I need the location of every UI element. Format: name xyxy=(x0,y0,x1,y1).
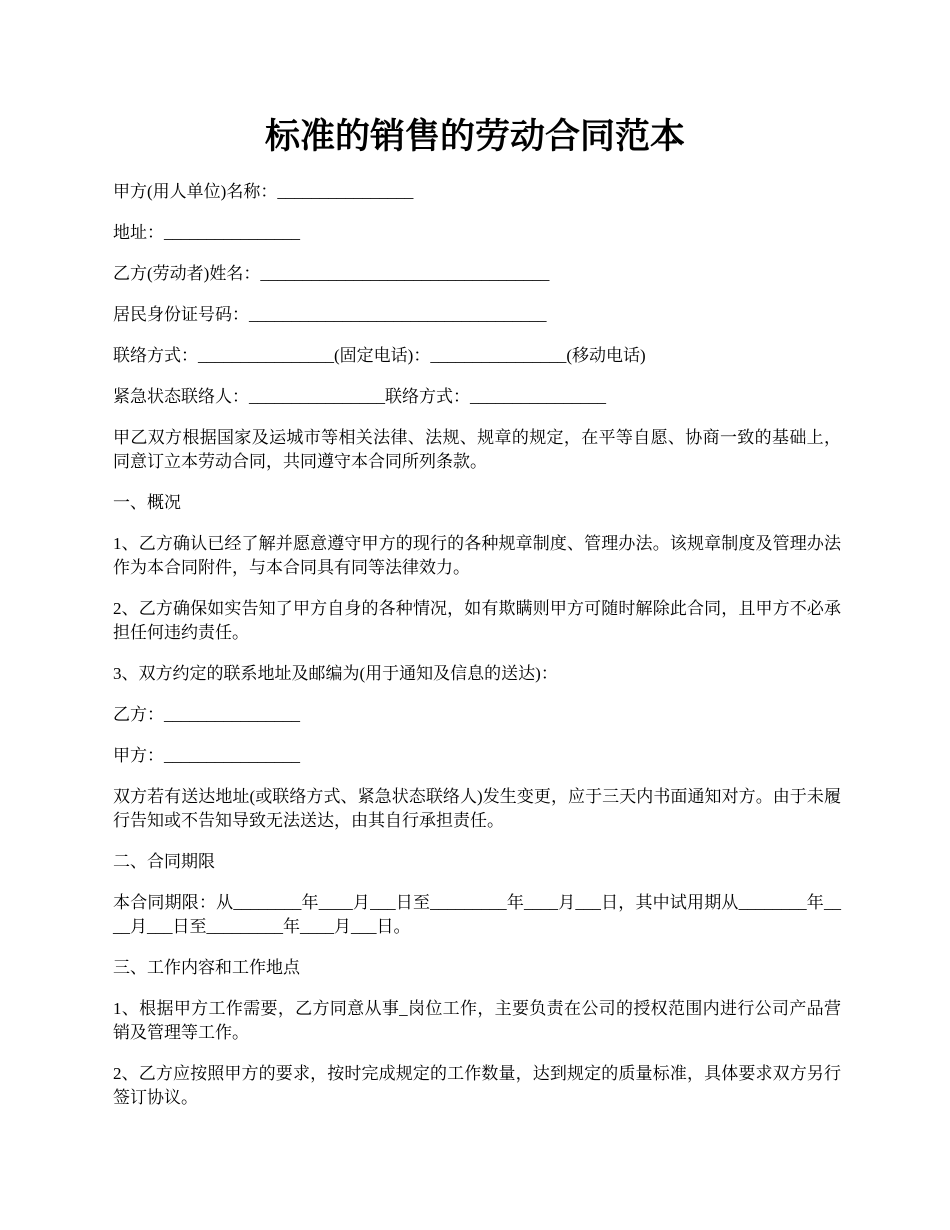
clause-1-3: 3、双方约定的联系地址及邮编为(用于通知及信息的送达)： xyxy=(113,664,558,683)
clause-1-2: 2、乙方确保如实告知了甲方自身的各种情况，如有欺瞒则甲方可随时解除此合同，且甲方不必承担任何违约责任。 xyxy=(113,599,841,642)
party-a-address-line: 甲方：________________ xyxy=(113,746,300,765)
address-change-paragraph: 双方若有送达地址(或联络方式、紧急状态联络人)发生变更，应于三天内书面通知对方。由于未履行告知或不告知导致无法送达，由其自行承担责任。 xyxy=(113,787,841,830)
document-body xyxy=(113,180,841,1127)
address-line: 地址：________________ xyxy=(113,223,300,242)
section-heading-work: 三、工作内容和工作地点 xyxy=(113,958,300,977)
party-b-name-line: 乙方(劳动者)姓名：__________________________________ xyxy=(113,264,550,283)
preamble-paragraph: 甲乙双方根据国家及运城市等相关法律、法规、规章的规定，在平等自愿、协商一致的基础上，同意订立本劳动合同，共同遵守本合同所列条款。 xyxy=(113,428,841,471)
emergency-contact-line: 紧急状态联络人：________________联络方式：________________ xyxy=(113,387,606,406)
section-heading-term: 二、合同期限 xyxy=(113,852,215,871)
clause-3-1: 1、根据甲方工作需要，乙方同意从事_岗位工作，主要负责在公司的授权范围内进行公司产品营销及管理等工作。 xyxy=(113,999,841,1042)
clause-3-2: 2、乙方应按照甲方的要求，按时完成规定的工作数量，达到规定的质量标准，具体要求双方另行签订协议。 xyxy=(113,1064,841,1107)
party-b-address-line: 乙方：________________ xyxy=(113,705,300,724)
id-number-line: 居民身份证号码：___________________________________ xyxy=(113,305,547,324)
document-title: 标准的销售的劳动合同范本 xyxy=(264,117,685,156)
contact-line: 联络方式：________________(固定电话)：________________(移动电话) xyxy=(113,346,646,365)
clause-1-1: 1、乙方确认已经了解并愿意遵守甲方的现行的各种规章制度、管理办法。该规章制度及管理办法作为本合同附件，与本合同具有同等法律效力。 xyxy=(113,534,841,577)
party-a-name-line: 甲方(用人单位)名称：________________ xyxy=(113,182,414,201)
section-heading-overview: 一、概况 xyxy=(113,493,181,512)
contract-term-paragraph: 本合同期限：从________年____月___日至_________年____月___日，其中试用期从________年____月___日至_________年____月___日。 xyxy=(113,893,841,936)
